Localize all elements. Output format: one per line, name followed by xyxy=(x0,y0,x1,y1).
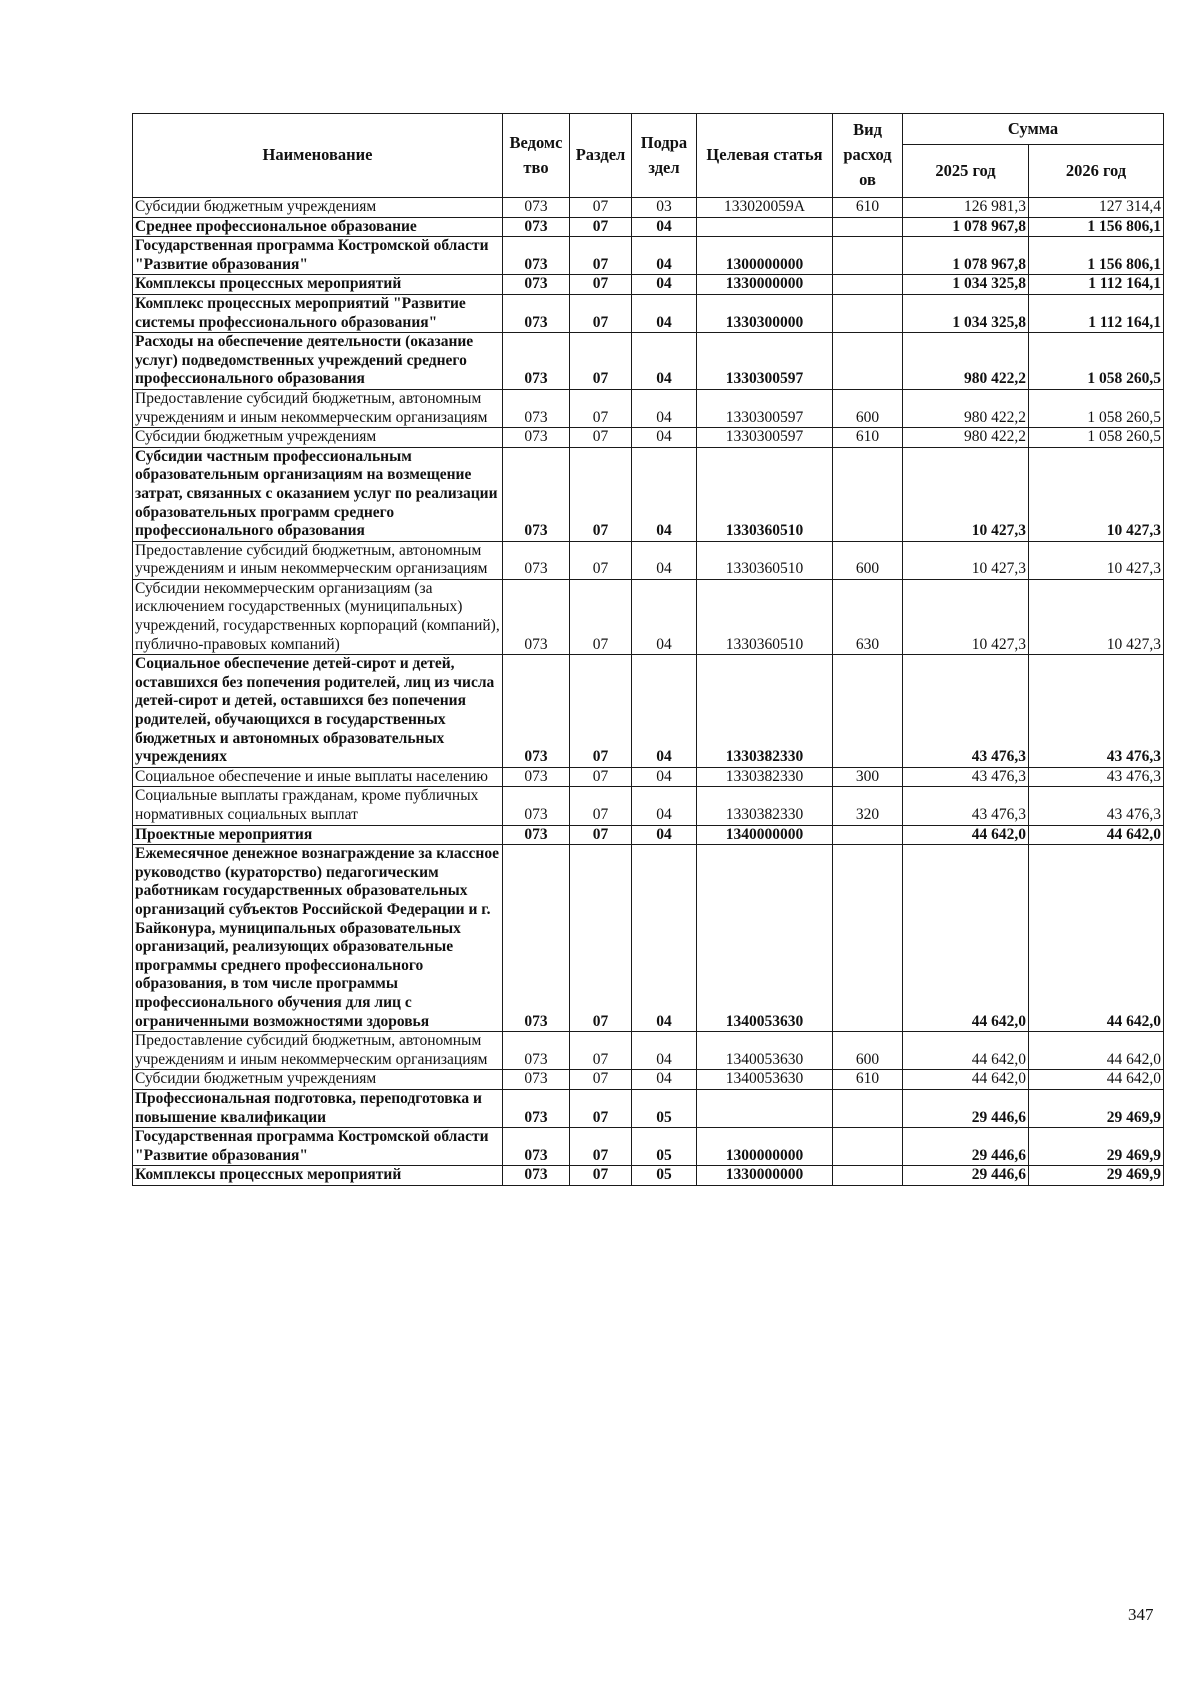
cell-podrazdel: 04 xyxy=(632,428,697,448)
cell-razdel: 07 xyxy=(570,237,632,275)
header-2026: 2026 год xyxy=(1029,145,1164,198)
cell-razdel: 07 xyxy=(570,1070,632,1090)
cell-podrazdel: 03 xyxy=(632,198,697,218)
table-row xyxy=(133,1070,1164,1090)
cell-vedomstvo: 073 xyxy=(503,1032,570,1070)
cell-sum-2026: 44 642,0 xyxy=(1029,825,1164,845)
cell-celevaya-statya: 1340053630 xyxy=(697,845,833,1032)
cell-razdel: 07 xyxy=(570,1032,632,1070)
budget-table xyxy=(132,113,1164,1186)
cell-name: Социальные выплаты гражданам, кроме публичных нормативных социальных выплат xyxy=(133,787,503,825)
cell-name: Комплекс процессных мероприятий "Развитие системы профессионального образования" xyxy=(133,294,503,332)
header-2025: 2025 год xyxy=(903,145,1029,198)
cell-celevaya-statya: 1330300597 xyxy=(697,428,833,448)
cell-sum-2025: 44 642,0 xyxy=(903,845,1029,1032)
cell-name: Субсидии бюджетным учреждениям xyxy=(133,198,503,218)
cell-razdel: 07 xyxy=(570,541,632,579)
cell-sum-2026: 1 112 164,1 xyxy=(1029,275,1164,295)
cell-podrazdel: 04 xyxy=(632,845,697,1032)
cell-vedomstvo: 073 xyxy=(503,787,570,825)
cell-vedomstvo: 073 xyxy=(503,767,570,787)
cell-vedomstvo: 073 xyxy=(503,389,570,427)
cell-vid-raskhodov xyxy=(833,845,903,1032)
cell-vedomstvo: 073 xyxy=(503,237,570,275)
cell-sum-2025: 1 034 325,8 xyxy=(903,294,1029,332)
cell-vid-raskhodov xyxy=(833,275,903,295)
cell-vedomstvo: 073 xyxy=(503,198,570,218)
cell-vid-raskhodov xyxy=(833,655,903,768)
cell-sum-2026: 1 156 806,1 xyxy=(1029,237,1164,275)
cell-name: Проектные мероприятия xyxy=(133,825,503,845)
cell-vid-raskhodov: 610 xyxy=(833,428,903,448)
cell-razdel: 07 xyxy=(570,294,632,332)
cell-razdel: 07 xyxy=(570,1166,632,1186)
cell-sum-2025: 10 427,3 xyxy=(903,579,1029,654)
cell-sum-2026: 44 642,0 xyxy=(1029,845,1164,1032)
cell-name: Социальное обеспечение детей-сирот и детей, оставшихся без попечения родителей, лиц из числа детей-сирот и детей, оставшихся без попечения родителей, обучающихся в государственных бюджетных и автономных образовательных учреждениях xyxy=(133,655,503,768)
cell-razdel: 07 xyxy=(570,787,632,825)
cell-name: Предоставление субсидий бюджетным, автономным учреждениям и иным некоммерческим организациям xyxy=(133,541,503,579)
cell-vedomstvo: 073 xyxy=(503,217,570,237)
table-row xyxy=(133,1032,1164,1070)
cell-podrazdel: 04 xyxy=(632,767,697,787)
table-row xyxy=(133,428,1164,448)
header-name: Наименование xyxy=(133,114,503,198)
cell-vid-raskhodov: 610 xyxy=(833,1070,903,1090)
cell-podrazdel: 04 xyxy=(632,275,697,295)
cell-razdel: 07 xyxy=(570,389,632,427)
cell-name: Субсидии бюджетным учреждениям xyxy=(133,428,503,448)
header-celevaya-statya: Целевая статья xyxy=(697,114,833,198)
cell-celevaya-statya: 1340053630 xyxy=(697,1032,833,1070)
cell-sum-2025: 126 981,3 xyxy=(903,198,1029,218)
cell-vedomstvo: 073 xyxy=(503,1089,570,1127)
cell-sum-2026: 10 427,3 xyxy=(1029,579,1164,654)
cell-celevaya-statya: 1330300597 xyxy=(697,389,833,427)
cell-razdel: 07 xyxy=(570,428,632,448)
cell-vid-raskhodov xyxy=(833,237,903,275)
cell-podrazdel: 04 xyxy=(632,787,697,825)
cell-podrazdel: 04 xyxy=(632,541,697,579)
cell-sum-2025: 10 427,3 xyxy=(903,447,1029,541)
cell-razdel: 07 xyxy=(570,198,632,218)
cell-razdel: 07 xyxy=(570,767,632,787)
cell-sum-2026: 10 427,3 xyxy=(1029,541,1164,579)
cell-vedomstvo: 073 xyxy=(503,541,570,579)
cell-razdel: 07 xyxy=(570,1128,632,1166)
cell-vid-raskhodov xyxy=(833,217,903,237)
cell-sum-2026: 29 469,9 xyxy=(1029,1166,1164,1186)
cell-celevaya-statya: 1330000000 xyxy=(697,275,833,295)
cell-sum-2026: 44 642,0 xyxy=(1029,1070,1164,1090)
cell-podrazdel: 04 xyxy=(632,825,697,845)
cell-razdel: 07 xyxy=(570,447,632,541)
cell-celevaya-statya: 1300000000 xyxy=(697,237,833,275)
cell-sum-2025: 980 422,2 xyxy=(903,333,1029,390)
cell-vedomstvo: 073 xyxy=(503,1166,570,1186)
cell-sum-2025: 29 446,6 xyxy=(903,1128,1029,1166)
cell-name: Ежемесячное денежное вознаграждение за классное руководство (кураторство) педагогическим работникам государственных образовательных организаций субъектов Российской Федерации и г. Байконура, муниципальных образовательных организаций, реализующих образовательные программы среднего профессионального образования, в том числе программы профессионального обучения для лиц с ограниченными возможностями здоровья xyxy=(133,845,503,1032)
cell-sum-2026: 127 314,4 xyxy=(1029,198,1164,218)
table-row xyxy=(133,1128,1164,1166)
table-row xyxy=(133,294,1164,332)
table-header xyxy=(133,114,1164,198)
cell-name: Социальное обеспечение и иные выплаты населению xyxy=(133,767,503,787)
table-row xyxy=(133,447,1164,541)
cell-name: Комплексы процессных мероприятий xyxy=(133,1166,503,1186)
cell-sum-2025: 1 078 967,8 xyxy=(903,217,1029,237)
cell-sum-2025: 44 642,0 xyxy=(903,1070,1029,1090)
cell-celevaya-statya: 133020059А xyxy=(697,198,833,218)
cell-celevaya-statya xyxy=(697,217,833,237)
table-row xyxy=(133,237,1164,275)
table-row xyxy=(133,333,1164,390)
cell-sum-2026: 43 476,3 xyxy=(1029,655,1164,768)
cell-sum-2025: 980 422,2 xyxy=(903,389,1029,427)
cell-vid-raskhodov xyxy=(833,1089,903,1127)
cell-name: Государственная программа Костромской области "Развитие образования" xyxy=(133,237,503,275)
cell-podrazdel: 04 xyxy=(632,294,697,332)
cell-vid-raskhodov: 600 xyxy=(833,1032,903,1070)
cell-sum-2026: 1 058 260,5 xyxy=(1029,333,1164,390)
cell-sum-2025: 44 642,0 xyxy=(903,1032,1029,1070)
cell-podrazdel: 04 xyxy=(632,217,697,237)
table-row xyxy=(133,655,1164,768)
cell-vid-raskhodov xyxy=(833,294,903,332)
header-vid-raskhodov: Вид расход ов xyxy=(833,114,903,198)
table-row xyxy=(133,579,1164,654)
cell-vedomstvo: 073 xyxy=(503,655,570,768)
cell-vid-raskhodov: 320 xyxy=(833,787,903,825)
cell-celevaya-statya: 1330382330 xyxy=(697,655,833,768)
table-row xyxy=(133,541,1164,579)
cell-celevaya-statya: 1330300000 xyxy=(697,294,833,332)
header-vedomstvo: Ведомс тво xyxy=(503,114,570,198)
cell-vid-raskhodov xyxy=(833,825,903,845)
table-body xyxy=(133,198,1164,1186)
table-row xyxy=(133,275,1164,295)
cell-name: Субсидии частным профессиональным образовательным организациям на возмещение затрат, связанных с оказанием услуг по реализации образовательных программ среднего профессионального образования xyxy=(133,447,503,541)
cell-sum-2026: 10 427,3 xyxy=(1029,447,1164,541)
cell-razdel: 07 xyxy=(570,655,632,768)
cell-sum-2026: 1 058 260,5 xyxy=(1029,428,1164,448)
cell-vedomstvo: 073 xyxy=(503,333,570,390)
cell-sum-2026: 1 112 164,1 xyxy=(1029,294,1164,332)
cell-sum-2025: 980 422,2 xyxy=(903,428,1029,448)
table-row xyxy=(133,787,1164,825)
cell-sum-2025: 43 476,3 xyxy=(903,655,1029,768)
table-row xyxy=(133,845,1164,1032)
cell-sum-2025: 29 446,6 xyxy=(903,1089,1029,1127)
cell-razdel: 07 xyxy=(570,845,632,1032)
cell-vid-raskhodov: 610 xyxy=(833,198,903,218)
cell-name: Комплексы процессных мероприятий xyxy=(133,275,503,295)
cell-podrazdel: 04 xyxy=(632,447,697,541)
table-row xyxy=(133,217,1164,237)
cell-celevaya-statya: 1330360510 xyxy=(697,579,833,654)
cell-podrazdel: 05 xyxy=(632,1128,697,1166)
cell-podrazdel: 04 xyxy=(632,237,697,275)
cell-podrazdel: 04 xyxy=(632,333,697,390)
cell-name: Субсидии некоммерческим организациям (за исключением государственных (муниципальных) учреждений, государственных корпораций (компаний), публично-правовых компаний) xyxy=(133,579,503,654)
cell-name: Профессиональная подготовка, переподготовка и повышение квалификации xyxy=(133,1089,503,1127)
cell-vedomstvo: 073 xyxy=(503,1128,570,1166)
cell-name: Предоставление субсидий бюджетным, автономным учреждениям и иным некоммерческим организациям xyxy=(133,389,503,427)
cell-sum-2026: 43 476,3 xyxy=(1029,787,1164,825)
cell-podrazdel: 05 xyxy=(632,1089,697,1127)
cell-razdel: 07 xyxy=(570,275,632,295)
cell-sum-2025: 10 427,3 xyxy=(903,541,1029,579)
cell-vedomstvo: 073 xyxy=(503,1070,570,1090)
header-razdel: Раздел xyxy=(570,114,632,198)
cell-vedomstvo: 073 xyxy=(503,845,570,1032)
cell-vid-raskhodov xyxy=(833,1128,903,1166)
cell-podrazdel: 05 xyxy=(632,1166,697,1186)
cell-vedomstvo: 073 xyxy=(503,825,570,845)
cell-celevaya-statya: 1340000000 xyxy=(697,825,833,845)
cell-sum-2025: 29 446,6 xyxy=(903,1166,1029,1186)
table-row xyxy=(133,825,1164,845)
cell-vedomstvo: 073 xyxy=(503,428,570,448)
cell-razdel: 07 xyxy=(570,217,632,237)
cell-vid-raskhodov: 600 xyxy=(833,541,903,579)
cell-podrazdel: 04 xyxy=(632,655,697,768)
cell-sum-2025: 43 476,3 xyxy=(903,767,1029,787)
cell-name: Субсидии бюджетным учреждениям xyxy=(133,1070,503,1090)
cell-celevaya-statya xyxy=(697,1089,833,1127)
cell-podrazdel: 04 xyxy=(632,579,697,654)
table-row xyxy=(133,767,1164,787)
cell-sum-2025: 1 034 325,8 xyxy=(903,275,1029,295)
cell-name: Предоставление субсидий бюджетным, автономным учреждениям и иным некоммерческим организациям xyxy=(133,1032,503,1070)
header-podrazdel: Подра здел xyxy=(632,114,697,198)
cell-vedomstvo: 073 xyxy=(503,447,570,541)
cell-sum-2025: 44 642,0 xyxy=(903,825,1029,845)
cell-vedomstvo: 073 xyxy=(503,294,570,332)
cell-sum-2026: 1 156 806,1 xyxy=(1029,217,1164,237)
cell-vedomstvo: 073 xyxy=(503,275,570,295)
cell-name: Государственная программа Костромской области "Развитие образования" xyxy=(133,1128,503,1166)
cell-vid-raskhodov xyxy=(833,333,903,390)
page-number: 347 xyxy=(1128,1605,1154,1624)
cell-name: Расходы на обеспечение деятельности (оказание услуг) подведомственных учреждений среднего профессионального образования xyxy=(133,333,503,390)
cell-podrazdel: 04 xyxy=(632,1032,697,1070)
cell-celevaya-statya: 1330382330 xyxy=(697,787,833,825)
cell-razdel: 07 xyxy=(570,579,632,654)
cell-razdel: 07 xyxy=(570,1089,632,1127)
cell-vid-raskhodov xyxy=(833,447,903,541)
cell-podrazdel: 04 xyxy=(632,389,697,427)
cell-celevaya-statya: 1330300597 xyxy=(697,333,833,390)
cell-razdel: 07 xyxy=(570,825,632,845)
cell-podrazdel: 04 xyxy=(632,1070,697,1090)
table-row xyxy=(133,389,1164,427)
cell-vedomstvo: 073 xyxy=(503,579,570,654)
table-row xyxy=(133,1166,1164,1186)
cell-sum-2025: 1 078 967,8 xyxy=(903,237,1029,275)
table-row xyxy=(133,1089,1164,1127)
cell-name: Среднее профессиональное образование xyxy=(133,217,503,237)
cell-celevaya-statya: 1330382330 xyxy=(697,767,833,787)
cell-celevaya-statya: 1330360510 xyxy=(697,447,833,541)
cell-celevaya-statya: 1300000000 xyxy=(697,1128,833,1166)
cell-sum-2025: 43 476,3 xyxy=(903,787,1029,825)
cell-vid-raskhodov xyxy=(833,1166,903,1186)
cell-celevaya-statya: 1330000000 xyxy=(697,1166,833,1186)
cell-razdel: 07 xyxy=(570,333,632,390)
cell-vid-raskhodov: 300 xyxy=(833,767,903,787)
table-row xyxy=(133,198,1164,218)
cell-celevaya-statya: 1340053630 xyxy=(697,1070,833,1090)
header-summa: Сумма xyxy=(903,114,1164,145)
cell-celevaya-statya: 1330360510 xyxy=(697,541,833,579)
cell-sum-2026: 29 469,9 xyxy=(1029,1089,1164,1127)
cell-vid-raskhodov: 630 xyxy=(833,579,903,654)
cell-sum-2026: 29 469,9 xyxy=(1029,1128,1164,1166)
cell-sum-2026: 43 476,3 xyxy=(1029,767,1164,787)
cell-sum-2026: 44 642,0 xyxy=(1029,1032,1164,1070)
cell-vid-raskhodov: 600 xyxy=(833,389,903,427)
cell-sum-2026: 1 058 260,5 xyxy=(1029,389,1164,427)
